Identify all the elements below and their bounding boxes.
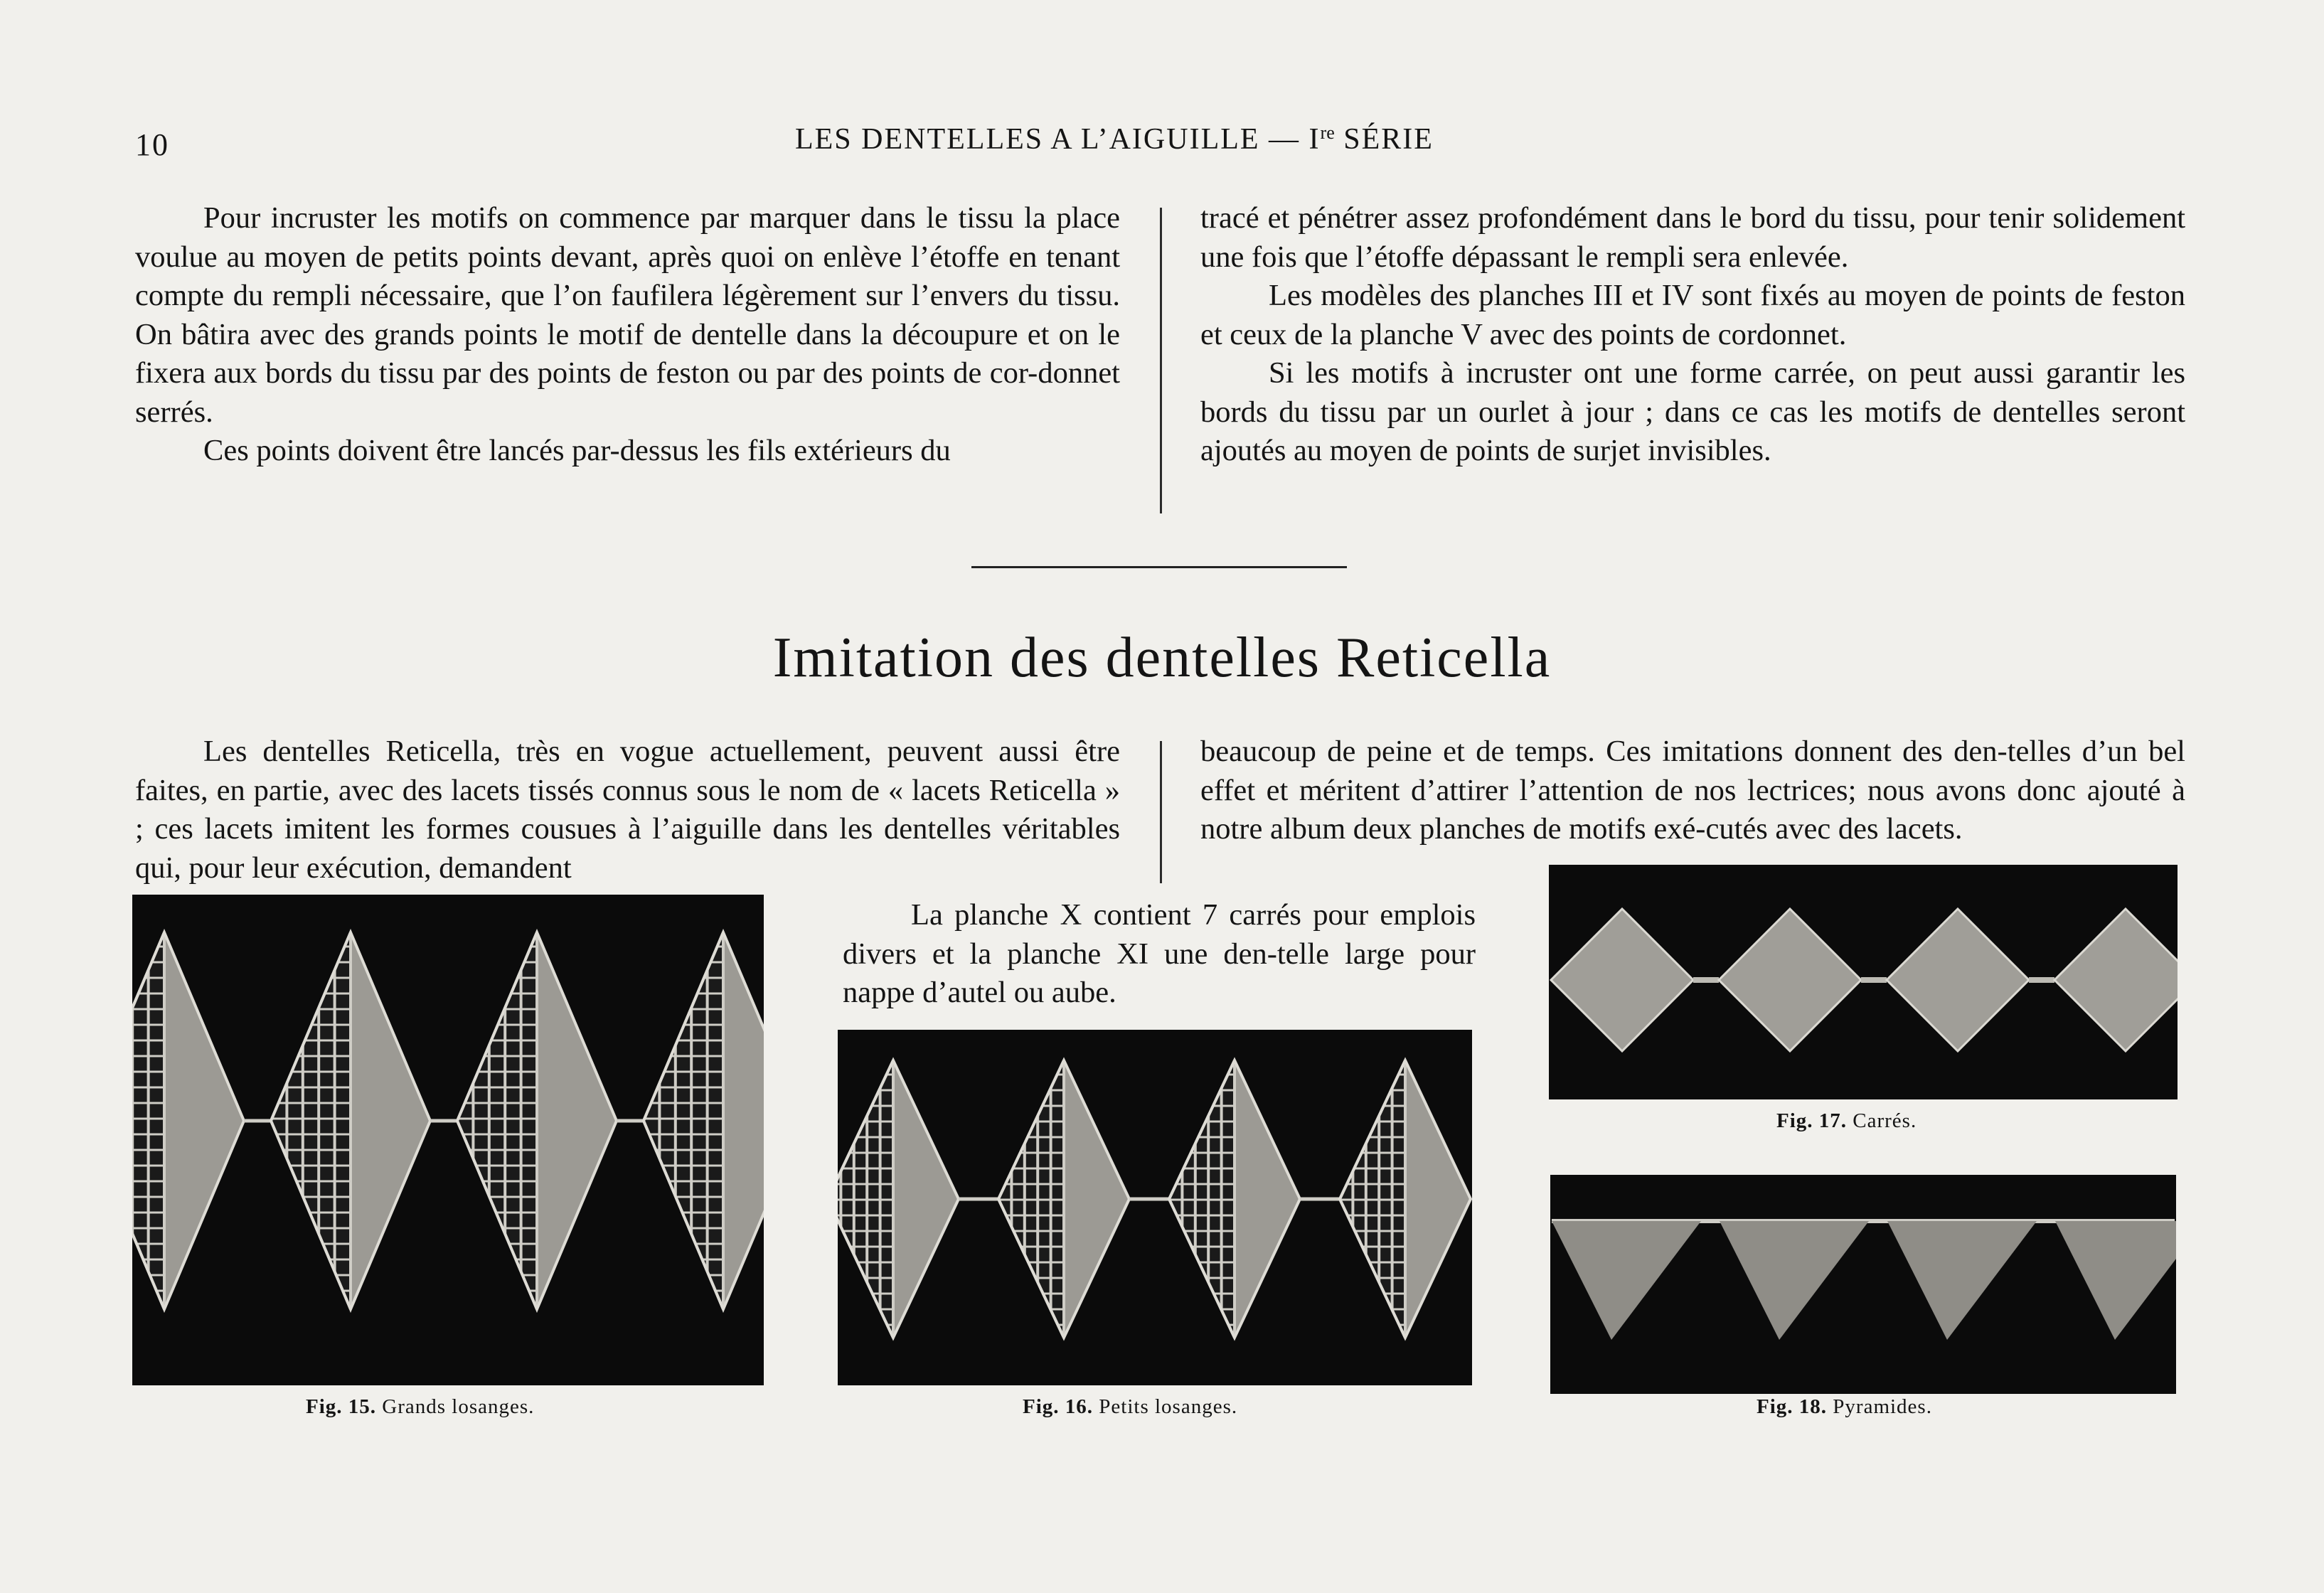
lace-pyramid-motif: [1552, 1221, 1701, 1340]
lace-net-half: [271, 932, 351, 1309]
figure-label: Fig. 18.: [1757, 1395, 1828, 1418]
lace-solid-half: [537, 932, 617, 1309]
lace-solid-half: [1235, 1060, 1300, 1338]
running-head-series: SÉRIE: [1334, 123, 1434, 156]
lace-solid-half: [893, 1060, 959, 1338]
section1-right-column: [1200, 199, 2185, 471]
lace-solid-half: [164, 932, 244, 1309]
section-title: Imitation des dentelles Reticella: [772, 627, 1552, 689]
column-divider: [1160, 741, 1162, 883]
running-head-superscript: re: [1320, 122, 1335, 143]
figure-label: Fig. 15.: [306, 1395, 377, 1418]
lace-net-half: [644, 932, 723, 1309]
figure-16-image: [838, 1030, 1472, 1385]
paragraph: beaucoup de peine et de temps. Ces imitations donnent des den-telles d’un bel effet et méritent d’attirer l’attention de nos lectrices; nous avons donc ajouté à notre album deux planches de motifs exé-cutés avec des lacets.: [1200, 735, 2185, 846]
lace-square-motif: [2054, 909, 2178, 1051]
figure-18-image: [1550, 1175, 2176, 1394]
lace-solid-half: [1064, 1060, 1129, 1338]
paragraph: tracé et pénétrer assez profondément dans le bord du tissu, pour tenir solidement une fois que l’étoffe dépassant le rempli sera enlevée.: [1200, 201, 2185, 274]
figure-title: Grands losanges.: [382, 1395, 535, 1418]
paragraph: Pour incruster les motifs on commence par marquer dans le tissu la place voulue au moyen de petits points devant, après quoi on enlève l’étoffe en tenant compte du rempli nécessaire, que l’on faufilera légèrement sur l’envers du tissu. On bâtira avec des grands points le motif de dentelle dans la découpure et on le fixera aux bords du tissu par des points de feston ou par des points de cor-donnet serrés.: [135, 201, 1120, 429]
section1-left-column: [135, 199, 1120, 471]
lace-pyramid-motif: [1887, 1221, 2037, 1340]
column-divider: [1160, 208, 1162, 513]
lace-square-motif: [1719, 909, 1861, 1051]
figure-16-caption: [1023, 1395, 1237, 1419]
figure-title: Carrés.: [1853, 1109, 1917, 1132]
lace-large-lozenges: [132, 895, 764, 1385]
lace-small-lozenges: [838, 1030, 1472, 1385]
figure-15-image: [132, 895, 764, 1385]
paragraph: Ces points doivent être lancés par-dessus les fils extérieurs du: [203, 434, 951, 467]
lace-solid-half: [1405, 1060, 1471, 1338]
figure-17-caption: [1776, 1109, 1917, 1133]
middle-paragraph: [843, 896, 1476, 1013]
paragraph: La planche X contient 7 carrés pour emplois divers et la planche XI une den-telle large pour nappe d’autel ou aube.: [843, 898, 1476, 1009]
figure-15-caption: [306, 1395, 534, 1419]
lace-solid-half: [723, 932, 764, 1309]
lace-square-motif: [1551, 909, 1693, 1051]
figure-18-caption: [1757, 1395, 1932, 1419]
lace-pyramid-motif: [1720, 1221, 1869, 1340]
lace-pyramids: [1550, 1175, 2176, 1394]
lace-square-motif: [1887, 909, 2029, 1051]
figure-title: Petits losanges.: [1099, 1395, 1238, 1418]
section-separator-rule: [971, 566, 1347, 568]
paragraph: Les modèles des planches III et IV sont fixés au moyen de points de feston et ceux de la planche V avec des points de cordonnet.: [1200, 279, 2185, 351]
running-head-text: LES DENTELLES A L’AIGUILLE — I: [795, 123, 1321, 156]
section2-left-column: [135, 732, 1120, 888]
figure-17-image: [1549, 865, 2178, 1099]
lace-net-half: [457, 932, 537, 1309]
paragraph: Si les motifs à incruster ont une forme carrée, on peut aussi garantir les bords du tissu par un ourlet à jour ; dans ce cas les motifs de dentelles seront ajoutés au moyen de points de surjet invisibles.: [1200, 356, 2185, 467]
lace-solid-half: [351, 932, 430, 1309]
figure-title: Pyramides.: [1833, 1395, 1932, 1418]
figure-label: Fig. 17.: [1776, 1109, 1848, 1132]
running-head: [795, 122, 1434, 156]
section2-right-column: [1200, 732, 2185, 849]
lace-squares: [1549, 865, 2178, 1099]
paragraph: Les dentelles Reticella, très en vogue actuellement, peuvent aussi être faites, en partie, avec des lacets tissés connus sous le nom de « lacets Reticella » ; ces lacets imitent les formes cousues à l’aiguille dans les dentelles véritables qui, pour leur exécution, demandent: [135, 735, 1120, 885]
lace-pyramid-motif: [2055, 1221, 2176, 1340]
figure-label: Fig. 16.: [1023, 1395, 1094, 1418]
page-number: 10: [135, 127, 169, 162]
